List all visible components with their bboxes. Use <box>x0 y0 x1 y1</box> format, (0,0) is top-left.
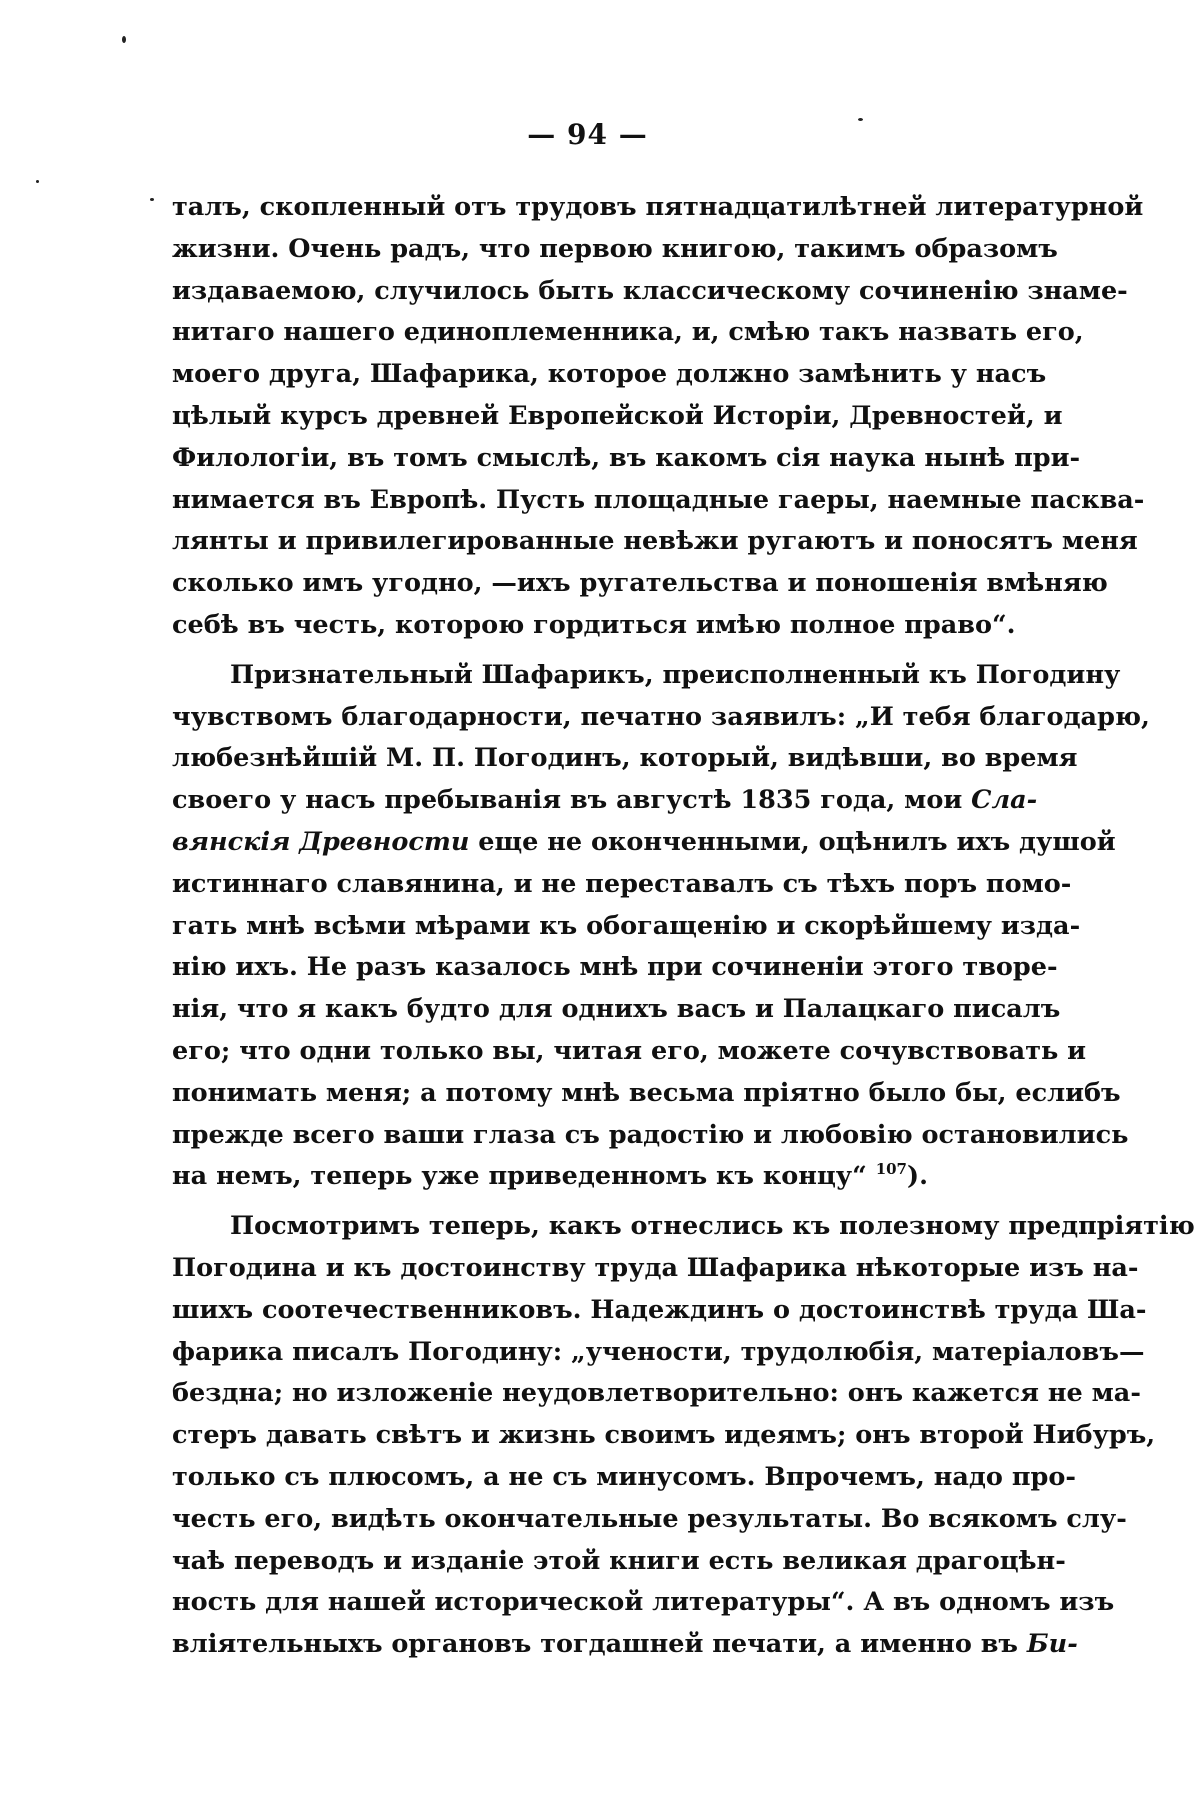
text-line <box>172 1156 1029 1198</box>
text-line: нію ихъ. Не разъ казалось мнѣ при сочиненіи этого творе- <box>172 952 1058 983</box>
text-line: Признательный Шафарикъ, преисполненный къ Погодину <box>230 659 1121 690</box>
text-line <box>172 1624 1078 1666</box>
text-line: издаваемою, случилось быть классическому сочиненію знаме- <box>172 275 1128 306</box>
text-line: его; что одни только вы, читая его, можете сочувствовать и <box>172 1035 1087 1066</box>
text-line: нитаго нашего единоплеменника, и, смѣю такъ назвать его, <box>172 317 1084 348</box>
text-line: чаѣ переводъ и изданіе этой книги есть великая драгоцѣн- <box>172 1545 1066 1576</box>
print-speck <box>122 36 126 43</box>
text-line: жизни. Очень радъ, что первою книгою, такимъ образомъ <box>172 233 1058 264</box>
text-line: талъ, скопленный отъ трудовъ пятнадцатилѣтней литературной <box>172 192 1144 222</box>
text-line: моего друга, Шафарика, которое должно замѣнить у насъ <box>172 359 1047 390</box>
text-segment: еще не оконченными, оцѣнилъ ихъ душой <box>478 826 1116 857</box>
text-line: себѣ въ честь, которою гордиться имѣю полное право“. <box>172 609 1016 640</box>
paragraph-3 <box>172 1206 1195 1666</box>
text-line: стеръ давать свѣтъ и жизнь своимъ идеямъ; онъ второй Нибуръ, <box>172 1420 1156 1451</box>
text-line: прежде всего ваши глаза съ радостію и любовію остановились <box>172 1119 1129 1150</box>
paragraph-1 <box>172 187 1145 647</box>
footnote-reference: 107 <box>875 1160 907 1179</box>
text-line: фарика писалъ Погодину: „учености, трудолюбія, матеріаловъ— <box>172 1336 1145 1367</box>
text-line: шихъ соотечественниковъ. Надеждинъ о достоинствѣ труда Ша- <box>172 1294 1147 1325</box>
text-line: Посмотримъ теперь, какъ отнеслись къ полезному предпріятію <box>230 1211 1195 1242</box>
text-line: Погодина и къ достоинству труда Шафарика нѣкоторые изъ на- <box>172 1252 1139 1283</box>
text-line: честь его, видѣть окончательные результаты. Во всякомъ слу- <box>172 1503 1127 1534</box>
italic-title: Би- <box>1026 1629 1078 1660</box>
text-line: любезнѣйшій М. П. Погодинъ, который, видѣвши, во время <box>172 743 1078 774</box>
text-line: лянты и привилегированные невѣжи ругаютъ и поносятъ меня <box>172 526 1138 557</box>
text-line: бездна; но изложеніе неудовлетворительно: онъ кажется не ма- <box>172 1378 1141 1409</box>
text-line: понимать меня; а потому мнѣ весьма пріятно было бы, еслибъ <box>172 1077 1121 1108</box>
text-line: ность для нашей исторической литературы“. А въ одномъ изъ <box>172 1587 1115 1618</box>
text-segment: вліятельныхъ органовъ тогдашней печати, а именно въ <box>172 1629 1018 1660</box>
text-segment: ). <box>907 1161 928 1192</box>
text-segment: на немъ, теперь уже приведенномъ къ концу“ <box>172 1161 867 1192</box>
text-line: цѣлый курсъ древней Европейской Исторіи, Древностей, и <box>172 400 1063 431</box>
page-number: — 94 — <box>527 118 648 151</box>
italic-title: вянскія Древности <box>172 826 470 857</box>
text-segment: своего у насъ пребыванія въ августѣ 1835 года, мои <box>172 785 963 816</box>
italic-title: Сла- <box>971 785 1038 816</box>
text-line: нимается въ Европѣ. Пусть площадные гаеры, наемные пасква- <box>172 484 1145 515</box>
text-line: только съ плюсомъ, а не съ минусомъ. Впрочемъ, надо про- <box>172 1461 1076 1492</box>
paragraph-2 <box>172 655 1150 1198</box>
text-line: сколько имъ угодно, —ихъ ругательства и поношенія вмѣняю <box>172 568 1108 599</box>
text-line: Филологіи, въ томъ смыслѣ, въ какомъ сія наука нынѣ при- <box>172 442 1081 473</box>
text-line <box>172 780 1038 822</box>
text-line: гать мнѣ всѣми мѣрами къ обогащенію и скорѣйшему изда- <box>172 910 1081 941</box>
text-line: истиннаго славянина, и не переставалъ съ тѣхъ поръ помо- <box>172 868 1072 899</box>
text-line <box>172 822 1116 864</box>
print-speck <box>150 198 154 201</box>
body-text <box>172 187 1195 1666</box>
print-speck <box>36 180 39 183</box>
text-line: нія, что я какъ будто для однихъ васъ и Палацкаго писалъ <box>172 994 1061 1025</box>
text-line: чувствомъ благодарности, печатно заявилъ: „И тебя благодарю, <box>172 701 1150 732</box>
